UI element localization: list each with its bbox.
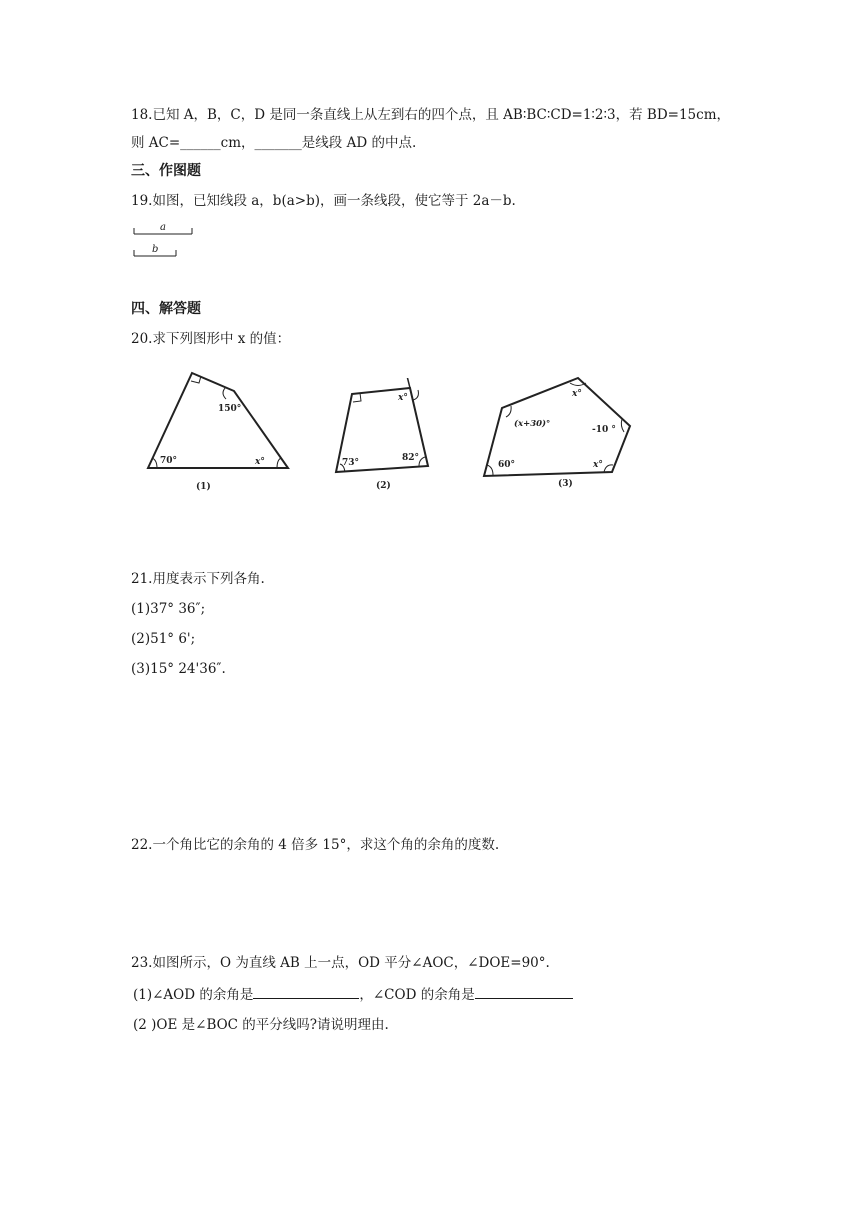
figure-2-caption: (2) <box>376 481 391 491</box>
segment-b-label: b <box>152 244 159 255</box>
figure-3-caption: (3) <box>558 479 573 489</box>
answer-blank-cod[interactable] <box>475 985 573 999</box>
extension-line <box>406 378 410 388</box>
angle-label-x-plus-30: (x+30)° <box>514 419 551 429</box>
q18-line1: 18.已知 A，B，C，D 是同一条直线上从左到右的四个点，且 AB∶BC∶CD=1∶2∶3，若 BD=15cm， <box>131 107 731 123</box>
angle-arc-right <box>277 458 281 468</box>
q21-item-2: (2)51° 6'; <box>131 631 196 647</box>
section4-title: 四、解答题 <box>131 301 201 317</box>
q18-line2: 则 AC=______cm，_______是线段 AD 的中点. <box>131 135 417 151</box>
quadrilateral-1 <box>148 373 288 468</box>
angle-label-73: 73° <box>342 458 360 468</box>
q20-figure-1 <box>140 365 300 495</box>
angle-arc-upper-left <box>506 406 511 417</box>
angle-label-x-lower-right: x° <box>593 460 603 470</box>
q21-item-1: (1)37° 36″; <box>131 601 206 617</box>
angle-arc-right <box>419 457 425 466</box>
q19-segments-figure <box>128 218 200 262</box>
angle-label-minus-10: -10 ° <box>592 425 616 435</box>
figure-1-caption: (1) <box>196 482 211 492</box>
angle-label-60: 60° <box>498 460 516 470</box>
answer-blank-aod[interactable] <box>253 985 359 999</box>
angle-label-x: x° <box>255 457 265 467</box>
q20-figure-3 <box>476 370 640 490</box>
q21-item-3: (3)15° 24'36″. <box>131 661 226 677</box>
exterior-angle-arc <box>413 390 418 400</box>
q23-part1-label-a: (1)∠AOD 的余角是 <box>133 987 254 1003</box>
q23-part1 <box>133 985 573 1004</box>
angle-label-150: 150° <box>218 404 242 414</box>
angle-arc-top <box>223 387 226 399</box>
angle-label-70: 70° <box>160 456 178 466</box>
q23-part1-label-b: ，∠COD 的余角是 <box>359 987 475 1003</box>
q19-text: 19.如图，已知线段 a，b(a>b)，画一条线段，使它等于 2a－b. <box>131 193 516 209</box>
segment-a-label: a <box>160 222 166 233</box>
angle-arc-lower-left <box>487 465 493 475</box>
q23-text: 23.如图所示，O 为直线 AB 上一点，OD 平分∠AOC，∠DOE=90°. <box>131 955 550 971</box>
q21-text: 21.用度表示下列各角. <box>131 571 265 587</box>
section3-title: 三、作图题 <box>131 163 201 179</box>
q20-figure-2 <box>330 378 440 496</box>
angle-label-x: x° <box>398 393 408 403</box>
q22-text: 22.一个角比它的余角的 4 倍多 15°，求这个角的余角的度数. <box>131 837 500 853</box>
q23-part2: (2 )OE 是∠BOC 的平分线吗?请说明理由. <box>133 1017 389 1033</box>
angle-label-x-top: x° <box>572 389 582 399</box>
angle-label-82: 82° <box>402 453 420 463</box>
q20-text: 20.求下列图形中 x 的值： <box>131 331 291 347</box>
